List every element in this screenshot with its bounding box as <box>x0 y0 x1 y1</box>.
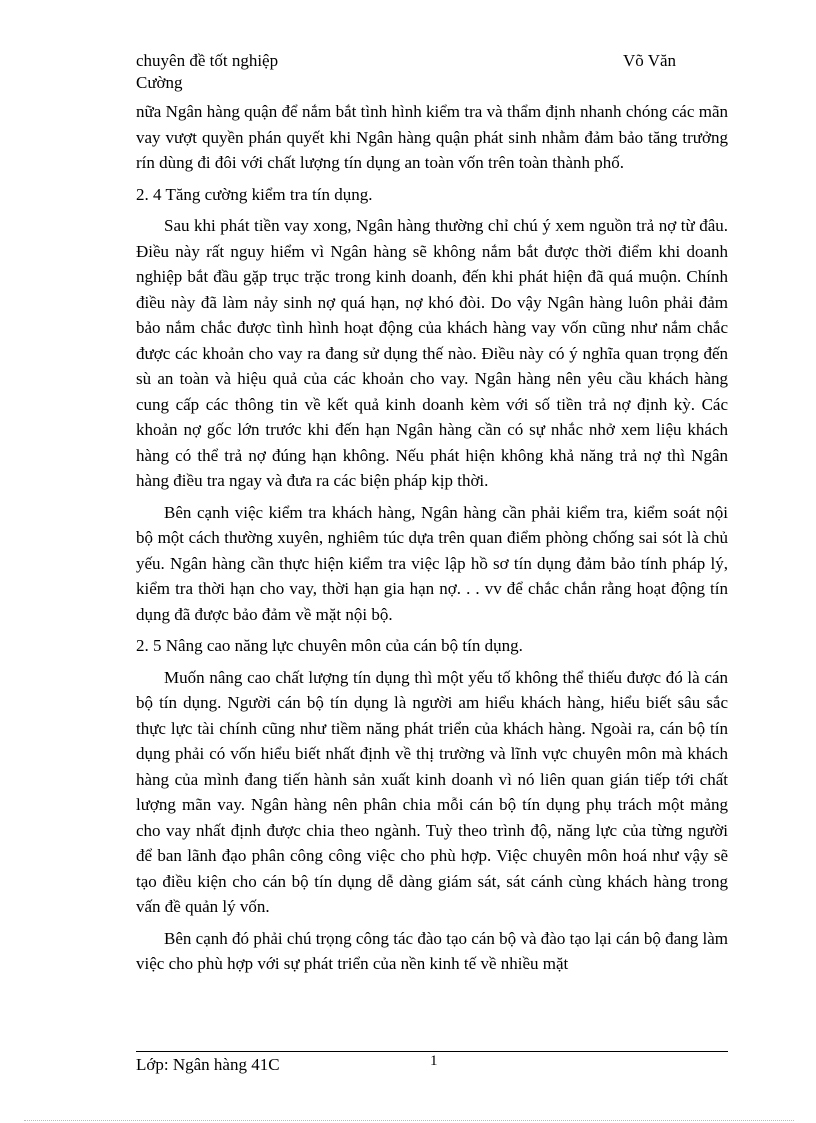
footer-divider <box>136 1051 728 1052</box>
paragraph: Muốn nâng cao chất lượng tín dụng thì một yếu tố không thể thiếu được đó là cán bộ tín dụng. Người cán bộ tín dụng là người am hiểu khách hàng, hiểu biết sâu sắc thực lực tài chính cũng như tiềm năng phát triển của khách hàng. Ngoài ra, cán bộ tín dụng phải có vốn hiểu biết nhất định về thị trường và lĩnh vực chuyên môn mà khách hàng của mình đang tiến hành sản xuất kinh doanh vì nó liên quan gián tiếp tới chất lượng mãn vay. Ngân hàng nên phân chia mỗi cán bộ tín dụng phụ trách một mảng cho vay nhất định được chia theo ngành. Tuỳ theo trình độ, năng lực của từng người để ban lãnh đạo phân công công việc cho phù hợp. Việc chuyên môn hoá như vậy sẽ tạo điều kiện cho cán bộ tín dụng dễ dàng giám sát, sát cánh cùng khách hàng trong vấn đề quản lý vốn. <box>136 667 728 916</box>
header-author-continuation: Cường <box>136 73 183 92</box>
paragraph: Sau khi phát tiền vay xong, Ngân hàng thường chỉ chú ý xem nguồn trả nợ từ đâu. Điều này rất nguy hiểm vì Ngân hàng sẽ không nắm bắt được thời điểm khi doanh nghiệp bắt đầu gặp trục trặc trong kinh doanh, đến khi phát hiện đã quá muộn. Chính điều này đã làm nảy sinh nợ quá hạn, nợ khó đòi. Do vậy Ngân hàng luôn phải đảm bảo nắm chắc được tình hình hoạt động của khách hàng vay vốn cũng như nắm chắc được các khoản cho vay ra đang sử dụng thế nào. Điều này có ý nghĩa quan trọng đến sù an toàn và hiệu quả của các khoản cho vay. Ngân hàng nên yêu cầu khách hàng cung cấp các thông tin về kết quả kinh doanh kèm với số tiền trả nợ định kỳ. Các khoản nợ gốc lớn trước khi đến hạn Ngân hàng cần có sự nhắc nhở xem liệu khách hàng có thể trả nợ đúng hạn không. Nếu phát hiện không khả năng trả nợ thì Ngân hàng điều tra ngay và đưa ra các biện pháp kịp thời. <box>136 216 728 490</box>
paragraph: Bên cạnh việc kiểm tra khách hàng, Ngân hàng cần phải kiểm tra, kiểm soát nội bộ một cách thường xuyên, nghiêm túc dựa trên quan điểm phòng chống sai sót là chủ yếu. Ngân hàng cần thực hiện kiểm tra việc lập hồ sơ tín dụng đảm bảo tính pháp lý, kiểm tra thời hạn cho vay, thời hạn gia hạn nợ. . . vv để chắc chắn rằng hoạt động tín dụng đã được bảo đảm về mặt nội bộ. <box>136 502 728 624</box>
page-header <box>136 50 728 94</box>
page-bottom-edge <box>24 1120 794 1121</box>
paragraph-continuation: nữa Ngân hàng quận để nắm bắt tình hình kiểm tra và thẩm định nhanh chóng các mãn vay vượt quyền phán quyết khi Ngân hàng quận phát sinh nhằm đảm bảo tăng trưởng rín dùng đi đôi với chất lượng tín dụng an toàn vốn trên toàn thành phố. <box>136 102 728 172</box>
header-title: chuyên đề tốt nghiệp <box>136 51 279 70</box>
paragraph: Bên cạnh đó phải chú trọng công tác đào tạo cán bộ và đào tạo lại cán bộ đang làm việc cho phù hợp với sự phát triển của nền kinh tế về nhiều mặt <box>136 928 728 973</box>
page-number: 1 <box>430 1053 438 1069</box>
section-heading-2-5: 2. 5 Nâng cao năng lực chuyên môn của cán bộ tín dụng. <box>136 636 523 655</box>
section-heading-2-4: 2. 4 Tăng cường kiểm tra tín dụng. <box>136 184 373 204</box>
footer-class-label: Lớp: Ngân hàng 41C <box>136 1055 280 1074</box>
document-body <box>136 99 728 977</box>
header-author: Võ Văn <box>623 51 677 70</box>
